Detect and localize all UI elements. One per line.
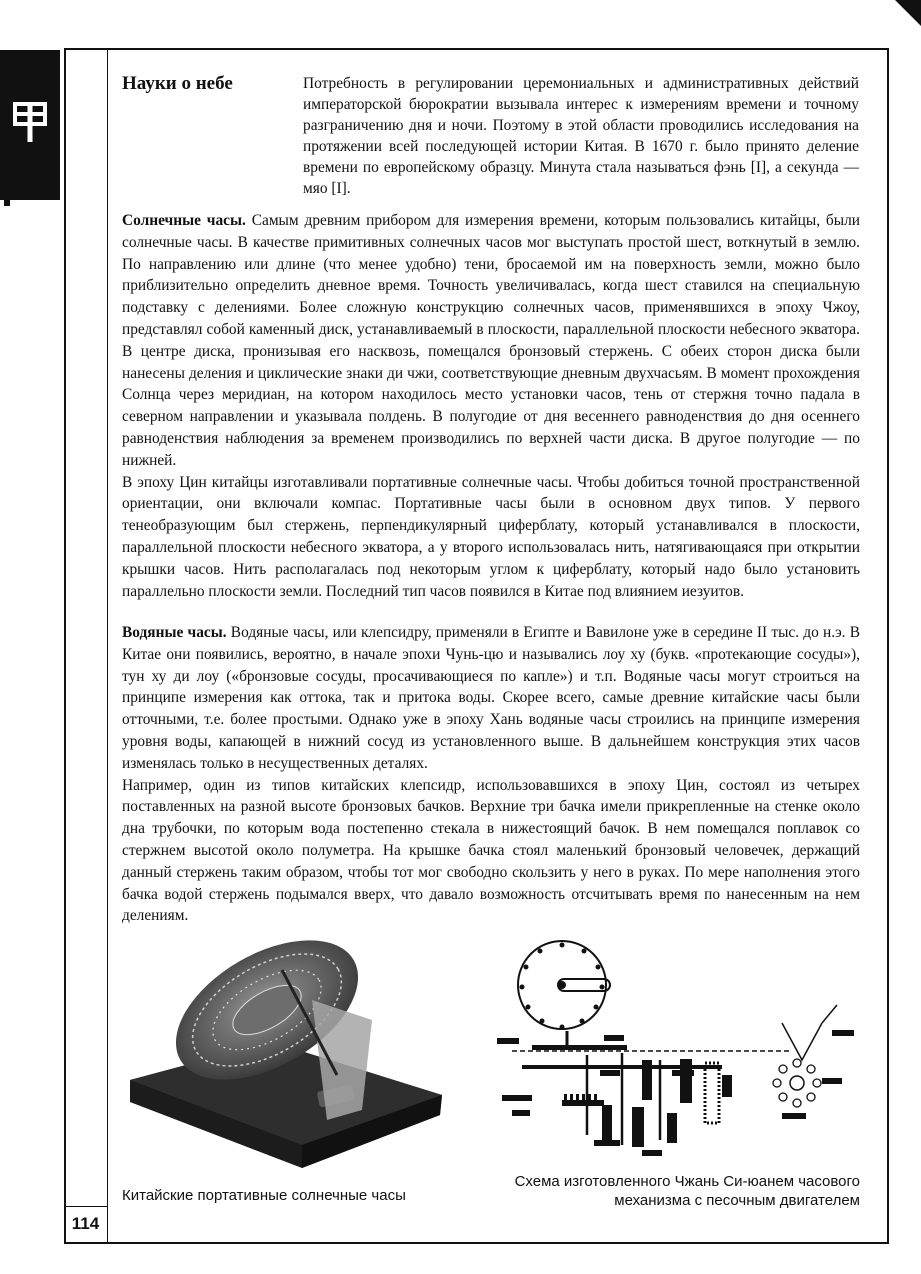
intro-paragraph: Потребность в регулировании церемониальных и административных действий императорской бюрократии вызывала интерес к измерениям времени и точному разграничению дня и ночи. Поэтому в этой области проводились исследования на протяжении всей последующей истории Китая. В 1670 г. было принято деление времени по европейскому образцу. Минута стала называться фэнь [I], а секунда — мяо [I]. (303, 75, 859, 197)
mechanism-caption-line-1: Схема изготовленного Чжань Си-юанем часового (514, 1173, 860, 1190)
sundial-paragraph-2: В эпоху Цин китайцы изготавливали портативные солнечные часы. Чтобы добиться точной пространственной ориентации, они включали компас. Портативные часы были в основном двух типов. У первого тенеобразующим был стержень, перпендикулярный циферблату, который устанавливался в плоскости, параллельной плоскости небесного экватора, а у второго использовалась нить, натягивающаяся при открытии крышки часов. Нить располагалась под некоторым углом к циферблату, который надо было установить параллельно плоскости земли. Последний тип часов появился в Китае под влиянием иезуитов. (122, 473, 860, 600)
sundial-lead: Солнечные часы. (122, 212, 246, 229)
page-number: 114 (64, 1206, 107, 1241)
water-clock-lead: Водяные часы. (122, 624, 227, 641)
margin-rule (107, 48, 108, 1242)
water-clock-paragraph-2: Например, один из типов китайских клепсидр, использовавшихся в эпоху Цин, состоял из четырех поставленных на разной высоте бронзовых бачков. Верхние три бачка имели прикрепленные на стенке около дна трубочки, по которым вода постепенно стекала в нижестоящий бачок. В нем помещался поплавок со стержнем высотой около полуметра. На крышке бачка стоял маленький бронзовый человечек, держащий данный стержень таким образом, чтобы тот мог свободно скользить у него в руках. По мере наполнения этого бачка водой стержень подымался вверх, что давало возможность отсчитывать время по нанесенным на нем делениям. (122, 776, 860, 925)
sundial-section (122, 210, 860, 602)
portable-sundial-figure (122, 940, 452, 1175)
sundial-caption: Китайские портативные солнечные часы (122, 1187, 406, 1204)
water-clock-text-1: Водяные часы, или клепсидру, применяли в Египте и Вавилоне уже в середине II тыс. до н.э. В Китае они появились, вероятно, в начале эпохи Чунь-цю и назывались лоу ху (букв. «протекающие сосуды»), тун ху ди лоу («бронзовые сосуды, просачивающиеся по капле») и т.п. Водяные часы могут строиться на принципе измерения как оттока, так и притока воды. Скорее всего, самые древние китайские часы были отточными, т.е. более простыми. Однако уже в эпоху Хань водяные часы строились на принципе измерения уровня воды, капающей в нижний сосуд из установленного выше. В дальнейшем конструкция этих часов изменялась только в несущественных деталях. (122, 624, 860, 772)
sundial-text-1: Самым древним прибором для измерения времени, которым пользовались китайцы, были солнечные часы. В качестве примитивных солнечных часов мог выступать простой шест, воткнутый в землю. По направлению или длине (что менее удобно) тени, бросаемой им на поверхность земли, можно было приблизительно определить дневное время. Точность увеличивалась, когда шест ставился на специальную подставку с делениями. Более сложную конструкцию солнечных часов, применявшихся в эпоху Чжоу, представлял собой каменный диск, устанавливаемый в плоскости, параллельной плоскости небесного экватора. В центре диска, пронизывая его насквозь, помещался бронзовый стержень. С обеих сторон диска были нанесены деления и циклические знаки ди чжи, соответствующие дневным двухчасьям. В момент прохождения Солнца через меридиан, на котором находилось место установки часов, тень от стержня точно падала в северном направлении и указывала полдень. В полугодие от дня весеннего равноденствия до дня осеннего равноденствия наблюдения за временем производились по верхней части диска. В другое полугодие — по нижней. (122, 212, 860, 469)
chapter-side-tab (0, 50, 60, 200)
water-clock-paragraph-1 (122, 622, 860, 775)
clock-mechanism-diagram (492, 935, 862, 1165)
mechanism-caption (488, 1172, 860, 1210)
corner-mark (895, 0, 921, 26)
section-title: Науки о небе (122, 73, 233, 94)
mechanism-caption-line-2: механизма с песочным двигателем (614, 1192, 860, 1209)
sundial-paragraph-1 (122, 210, 860, 472)
water-clock-section (122, 622, 860, 927)
side-tick-mark (4, 200, 10, 206)
chapter-glyph-icon (12, 100, 48, 144)
